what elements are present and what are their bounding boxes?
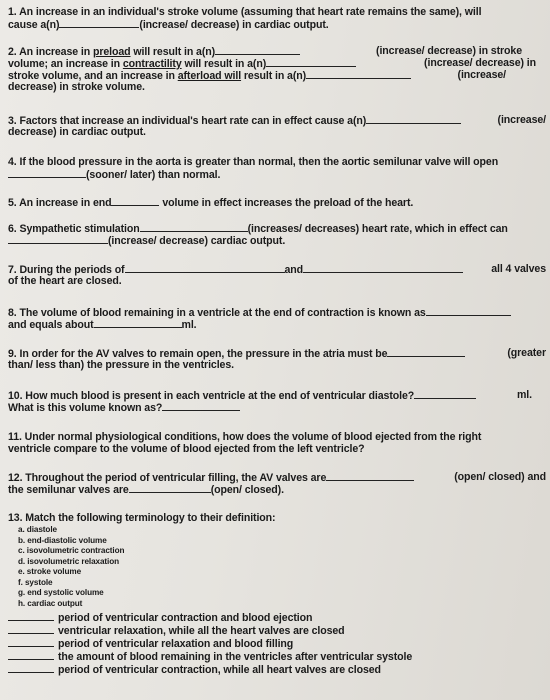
question-text: stroke volume, and an increase in (8, 70, 175, 82)
question-text: 2. An increase in (8, 46, 91, 58)
answer-blank[interactable] (8, 611, 54, 621)
term-list (8, 525, 546, 609)
definition-text: period of ventricular contraction, while all heart valves are closed (58, 664, 381, 676)
question-text: ml. (181, 319, 197, 331)
question-text: all 4 valves (491, 263, 546, 275)
question-text: will result in a(n) (184, 58, 267, 70)
answer-blank[interactable] (8, 663, 54, 673)
definition-row (8, 663, 546, 676)
question-6 (8, 222, 546, 246)
question-text: (open/ closed). (210, 484, 284, 496)
question-text: ventricle compare to the volume of blood ejected from the left ventricle? (8, 443, 365, 455)
answer-blank[interactable] (8, 168, 86, 178)
question-text: volume in effect increases the preload of the heart. (162, 197, 414, 209)
definition-text: period of ventricular contraction and blood ejection (58, 612, 313, 624)
question-text: the semilunar valves are (8, 484, 129, 496)
question-text: (increases/ decreases) heart rate, which in effect can (247, 223, 508, 235)
answer-blank[interactable] (8, 624, 54, 634)
question-text: 10. How much blood is present in each ventricle at the end of ventricular diastole? (8, 390, 415, 402)
answer-blank[interactable] (162, 401, 240, 411)
question-text: and (284, 264, 304, 276)
answer-blank[interactable] (140, 222, 248, 232)
question-text: (greater (507, 347, 546, 359)
answer-blank[interactable] (94, 318, 182, 328)
answer-blank[interactable] (303, 263, 463, 273)
underlined-term: preload (92, 46, 131, 58)
answer-blank[interactable] (387, 347, 465, 357)
question-text: 3. Factors that increase an individual's heart rate can in effect cause a(n) (8, 115, 367, 127)
question-text: 9. In order for the AV valves to remain open, the pressure in the atria must be (8, 348, 388, 360)
question-text: (increase/ decrease) in (424, 57, 536, 69)
question-text: 5. An increase in end (8, 197, 112, 209)
answer-blank[interactable] (215, 45, 300, 55)
definition-list (8, 611, 546, 676)
answer-blank[interactable] (111, 196, 159, 206)
question-text: 1. An increase in an individual's stroke volume (assuming that heart rate remains the same), will (8, 6, 482, 18)
question-text: (increase/ decrease) in cardiac output. (139, 19, 329, 31)
question-text: cause a(n) (8, 19, 60, 31)
question-text: volume; an increase in (8, 58, 121, 70)
term-item: f. systole (18, 577, 53, 587)
answer-blank[interactable] (8, 650, 54, 660)
question-text: 7. During the periods of (8, 264, 125, 276)
question-text: 6. Sympathetic stimulation (8, 223, 140, 235)
term-item: a. diastole (18, 525, 57, 534)
definition-row (8, 624, 546, 637)
question-text: (increase/ decrease) in stroke (376, 45, 522, 57)
term-item: g. end systolic volume (18, 588, 104, 597)
question-12 (8, 471, 546, 495)
answer-blank[interactable] (326, 471, 414, 481)
question-text: result in a(n) (243, 70, 307, 82)
answer-blank[interactable] (306, 69, 411, 79)
question-10 (8, 389, 546, 413)
question-5 (8, 196, 546, 208)
question-text: 12. Throughout the period of ventricular filling, the AV valves are (8, 472, 327, 484)
question-text: of the heart are closed. (8, 275, 122, 287)
answer-blank[interactable] (125, 263, 285, 273)
question-text: (increase/ decrease) cardiac output. (108, 235, 286, 247)
definition-text: period of ventricular relaxation and blood filling (58, 638, 294, 650)
question-text: 11. Under normal physiological conditions, how does the volume of blood ejected from the right (8, 431, 482, 443)
definition-row (8, 650, 546, 663)
question-text: (open/ closed) and (454, 471, 546, 483)
question-text: 8. The volume of blood remaining in a ventricle at the end of contraction is known as (8, 307, 426, 319)
answer-blank[interactable] (8, 637, 54, 647)
question-text: ml. (516, 389, 532, 401)
answer-blank[interactable] (414, 389, 476, 399)
answer-blank[interactable] (426, 306, 511, 316)
question-text: decrease) in stroke volume. (8, 81, 145, 93)
question-3 (8, 114, 546, 138)
term-item: e. stroke volume (18, 567, 82, 576)
answer-blank[interactable] (8, 234, 108, 244)
question-8 (8, 306, 546, 330)
question-text: 4. If the blood pressure in the aorta is greater than normal, then the aortic semilunar valve will open (8, 156, 499, 168)
answer-blank[interactable] (59, 18, 139, 28)
term-item: c. isovolumetric contraction (18, 546, 125, 555)
question-text: decrease) in cardiac output. (8, 126, 146, 138)
definition-text: the amount of blood remaining in the ventricles after ventricular systole (58, 651, 413, 663)
answer-blank[interactable] (129, 483, 211, 493)
question-text: and equals about (8, 319, 94, 331)
question-text: (increase/ (497, 114, 546, 126)
question-4 (8, 156, 546, 180)
definition-row (8, 637, 546, 650)
underlined-term: afterload will (177, 70, 242, 82)
term-item: d. isovolumetric relaxation (18, 556, 120, 566)
question-text: (sooner/ later) than normal. (86, 169, 221, 181)
answer-blank[interactable] (266, 57, 356, 67)
question-text: What is this volume known as? (8, 402, 163, 414)
question-text: will result in a(n) (133, 46, 216, 58)
question-11 (8, 431, 546, 455)
underlined-term: contractility (122, 58, 182, 70)
question-text: (increase/ (457, 69, 506, 81)
question-7 (8, 263, 546, 287)
term-item: h. cardiac output (18, 598, 83, 608)
question-text: than/ less than) the pressure in the ventricles. (8, 359, 234, 371)
question-13 (8, 512, 546, 676)
term-item: b. end-diastolic volume (18, 535, 107, 545)
question-9 (8, 347, 546, 371)
definition-text: ventricular relaxation, while all the heart valves are closed (58, 625, 345, 637)
question-1 (8, 6, 546, 30)
question-text: 13. Match the following terminology to their definition: (8, 512, 276, 524)
answer-blank[interactable] (366, 114, 461, 124)
question-2 (8, 45, 546, 93)
definition-row (8, 611, 546, 624)
